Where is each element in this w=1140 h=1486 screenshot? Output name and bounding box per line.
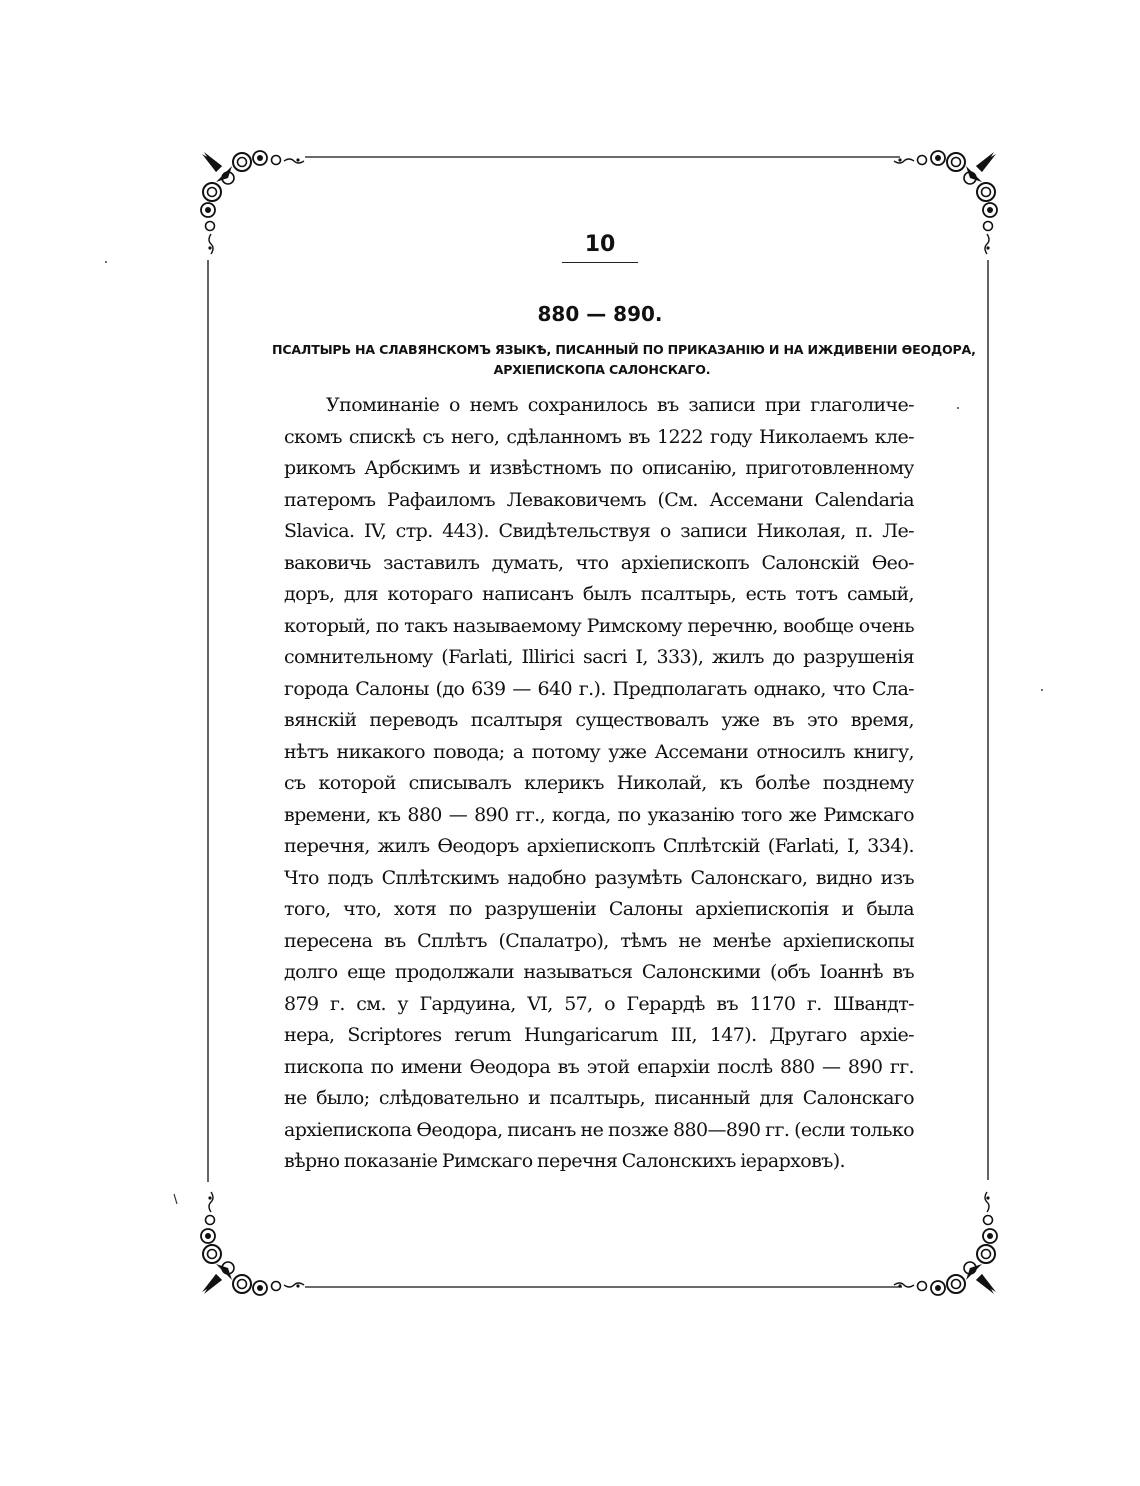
body-line: нера, Scriptores rerum Hungaricarum III, 147). Другаго архіе- [284,1024,914,1046]
body-line: который, по такъ называемому Римскому перечню, вообще очень [284,614,914,637]
body-line: вянскій переводъ псалтыря существовалъ уже въ это время, [284,709,914,731]
body-line: Что подъ Сплѣтскимъ надобно разумѣть Салонскаго, видно изъ [284,866,914,889]
date-range-heading: 880 — 890. [537,302,663,326]
body-line: того, что, хотя по разрушеніи Салоны архіепископія и была [284,898,914,920]
body-line: пересена въ Сплѣтъ (Спалатро), тѣмъ не менѣе архіепископы [284,929,914,952]
body-line: доръ, для котораго написанъ былъ псалтырь, есть тотъ самый, [284,583,914,605]
body-line: Упоминаніе о немъ сохранилось въ записи при глаголиче- [326,394,914,416]
body-line: долго еще продолжали называться Салонскими (объ Іоаннѣ въ [284,961,914,983]
body-line: города Салоны (до 639 — 640 г.). Предполагать однако, что Сла- [284,677,914,700]
corner-ornament-top-right [894,151,997,254]
corner-ornament-bottom-left [201,1192,304,1295]
page-number-underline [562,262,638,263]
body-line: вѣрно показаніе Римскаго перечня Салонскихъ іерарховъ). [284,1150,845,1172]
body-line: патеромъ Рафаиломъ Леваковичемъ (См. Ассемани Calendaria [284,488,914,511]
page-number: 10 [584,232,616,257]
body-line: Slavica. IV, стр. 443). Свидѣтельствуя о записи Николая, п. Ле- [284,520,914,542]
body-text [284,390,914,1178]
body-line: архіепископа Ѳеодора, писанъ не позже 880—890 гг. (если только [284,1118,914,1141]
body-line: времени, къ 880 — 890 гг., когда, по указанію того же Римскаго [284,803,914,826]
body-line: перечня, жилъ Ѳеодоръ архіепископъ Сплѣтскій (Farlati, I, 334). [284,835,914,857]
heading-line: АРХІЕПИСКОПА САЛОНСКАГО. [493,362,711,377]
body-line: пископа по имени Ѳеодора въ этой епархіи послѣ 880 — 890 гг. [284,1055,914,1078]
body-line: съ которой списывалъ клерикъ Николай, къ болѣе позднему [284,772,914,794]
body-line: не было; слѣдовательно и псалтырь, писанный для Салонскаго [284,1087,914,1109]
body-line: рикомъ Арбскимъ и извѣстномъ по описанію, приготовленному [284,457,914,479]
corner-ornament-top-left [201,151,304,254]
body-line: скомъ спискѣ съ него, сдѣланномъ въ 1222 году Николаемъ кле- [284,425,914,448]
body-line: сомнительному (Farlati, Illirici sacri I, 333), жилъ до разрушенія [284,646,914,668]
corner-ornament-bottom-right [894,1192,997,1295]
body-line: ваковичь заставилъ думать, что архіепископъ Салонскій Ѳео- [284,551,914,574]
body-line: 879 г. см. у Гардуина, VI, 57, о Герардѣ въ 1170 г. Швандт- [284,992,914,1015]
body-line: нѣтъ никакого повода; а потому уже Ассемани относилъ книгу, [284,740,914,763]
heading-line: ПСАЛТЫРЬ НА СЛАВЯНСКОМЪ ЯЗЫКѢ, ПИСАННЫЙ ПО ПРИКАЗАНІЮ И НА ИЖДИВЕНІИ ѲЕОДОРА, [272,342,976,357]
section-heading [272,340,976,380]
